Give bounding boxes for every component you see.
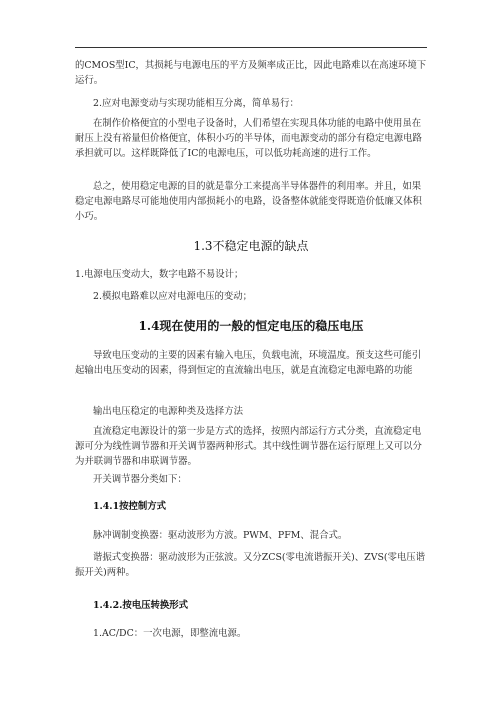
paragraph-cmos-continuation: 的CMOS型IC，其损耗与电源电压的平方及频率成正比，因此电路难以在高速环境下运行。 — [75, 60, 427, 86]
section-heading-1-4: 1.4现在使用的一般的恒定电压的稳压电压 — [138, 319, 364, 333]
paragraph-switching-classification: 开关调节器分类如下： — [93, 474, 187, 485]
header-rule — [75, 47, 427, 48]
list-item-2-separation: 2.应对电源变动与实现功能相互分离，简单易行： — [93, 98, 299, 109]
paragraph-voltage-factors: 导致电压变动的主要的因素有输入电压，负载电流，环境温度。预支这些可能引起输出电压变动的因素，得到恒定的直流输出电压，就是直流稳定电源电路的功能 — [75, 350, 422, 376]
section-heading-1-3: 1.3不稳定电源的缺点 — [193, 239, 309, 253]
list-item-2-analog-circuits: 2.模拟电路难以应对电源电压的变动； — [93, 291, 252, 302]
paragraph-dc-design: 直流稳定电源设计的第一步是方式的选择，按照内部运行方式分类，直流稳定电源可分为线性调节器和开关调节器两种形式。其中线性调节器在运行原理上又可以分为并联调节器和串联调节器。 — [75, 426, 422, 467]
subsection-heading-1-4-1: 1.4.1按控制方式 — [93, 501, 166, 512]
paragraph-resonant-converter: 谐振式变换器：驱动波形为正弦波。又分ZCS(零电流谐振开关)、ZVS(零电压谐振开关)两种。 — [75, 552, 426, 578]
subsection-heading-1-4-2: 1.4.2.按电压转换形式 — [93, 600, 188, 611]
paragraph-ac-dc: 1.AC/DC：一次电源，即整流电源。 — [93, 628, 247, 639]
list-item-1-voltage-variation: 1.电源电压变动大，数字电路不易设计； — [75, 269, 244, 280]
paragraph-summary: 总之，使用稳定电源的目的就是靠分工来提高半导体器件的利用率。并且，如果稳定电源电路尽可能地使用内部损耗小的电路，设备整体就能变得既造价低廉又体积小巧。 — [75, 181, 422, 222]
paragraph-low-cost-devices: 在制作价格便宜的小型电子设备时，人们希望在实现具体功能的电路中使用虽在耐压上没有裕量但价格便宜，体积小巧的半导体，而电源变动的部分有稳定电源电路承担就可以。这样既降低了IC的电源电压，可以低功耗高速的进行工作。 — [75, 118, 422, 159]
paragraph-power-types: 输出电压稳定的电源种类及选择方法 — [93, 406, 244, 417]
paragraph-pulse-modulation: 脉冲调制变换器：驱动波形为方波。PWM、PFM、混合式。 — [93, 530, 348, 541]
